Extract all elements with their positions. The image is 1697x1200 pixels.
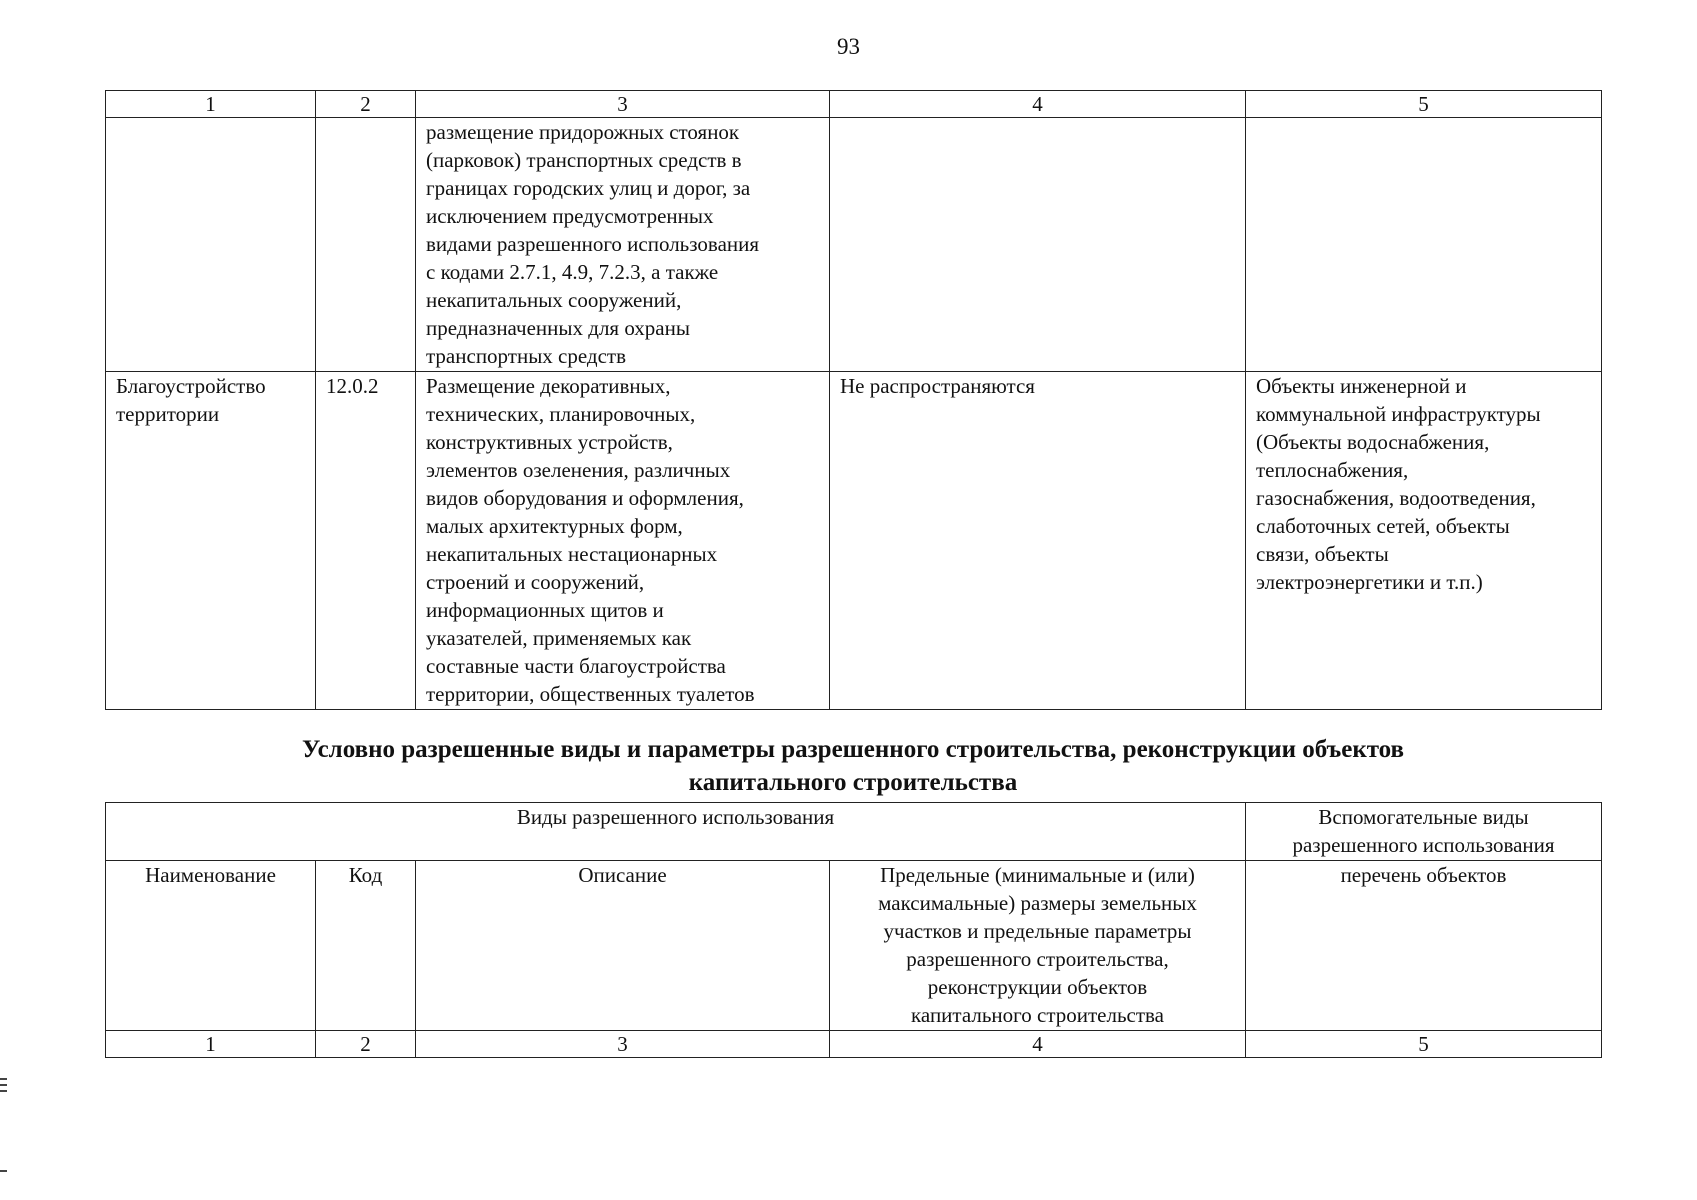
conditionally-permitted-uses-table: [105, 802, 1602, 1058]
section-heading: Условно разрешенные виды и параметры разрешенного строительства, реконструкции объектов капитального строительства: [301, 736, 1405, 796]
column-number: 3: [416, 91, 830, 118]
table-row: [106, 118, 1602, 372]
column-number: 4: [830, 1031, 1246, 1058]
column-number: 1: [106, 1031, 316, 1058]
auxiliary-column-header: перечень объектов: [1246, 861, 1602, 1031]
column-header-row: [106, 861, 1602, 1031]
use-code-cell: 12.0.2: [316, 372, 416, 710]
use-limits-cell: [830, 118, 1246, 372]
use-limits-cell: Не распространяются: [830, 372, 1246, 710]
scan-edge-mark: [0, 1078, 7, 1080]
permitted-uses-group-header: Виды разрешенного использования: [106, 803, 1246, 861]
description-column-header: Описание: [416, 861, 830, 1031]
column-number: 5: [1246, 91, 1602, 118]
column-number: 1: [106, 91, 316, 118]
code-column-header: Код: [316, 861, 416, 1031]
column-number-row: [106, 91, 1602, 118]
column-number: 3: [416, 1031, 830, 1058]
use-description-cell: размещение придорожных стоянок (парковок) транспортных средств в границах городских улиц и дорог, за исключением предусмотренных видами разрешенного использования с кодами 2.7.1, 4.9, 7.2.3, а также некапитальных сооружений, предназначенных для охраны транспортных средств: [416, 118, 830, 372]
use-name-cell: [106, 118, 316, 372]
column-number: 2: [316, 1031, 416, 1058]
group-header-row: [106, 803, 1602, 861]
use-description-cell: Размещение декоративных, технических, планировочных, конструктивных устройств, элементов озеленения, различных видов оборудования и оформления, малых архитектурных форм, некапитальных нестационарных строений и сооружений, информационных щитов и указателей, применяемых как составные части благоустройства территории, общественных туалетов: [416, 372, 830, 710]
column-number-row: [106, 1031, 1602, 1058]
auxiliary-uses-cell: [1246, 118, 1602, 372]
auxiliary-uses-group-header: Вспомогательные виды разрешенного использования: [1246, 803, 1602, 861]
scan-edge-mark: [0, 1084, 7, 1086]
column-number: 2: [316, 91, 416, 118]
scan-edge-mark: [0, 1090, 7, 1092]
name-column-header: Наименование: [106, 861, 316, 1031]
auxiliary-uses-cell: Объекты инженерной и коммунальной инфраструктуры (Объекты водоснабжения, теплоснабжения, газоснабжения, водоотведения, слаботочных сетей, объекты связи, объекты электроэнергетики и т.п.): [1246, 372, 1602, 710]
column-number: 5: [1246, 1031, 1602, 1058]
column-number: 4: [830, 91, 1246, 118]
limits-column-header: Предельные (минимальные и (или) максимальные) размеры земельных участков и предельные параметры разрешенного строительства, реконструкции объектов капитального строительства: [830, 861, 1246, 1031]
scan-edge-mark: [0, 1170, 7, 1172]
use-code-cell: [316, 118, 416, 372]
table-row: [106, 372, 1602, 710]
use-name-cell: Благоустройство территории: [106, 372, 316, 710]
page-number: 93: [837, 34, 860, 59]
permitted-uses-table-continued: [105, 90, 1602, 710]
